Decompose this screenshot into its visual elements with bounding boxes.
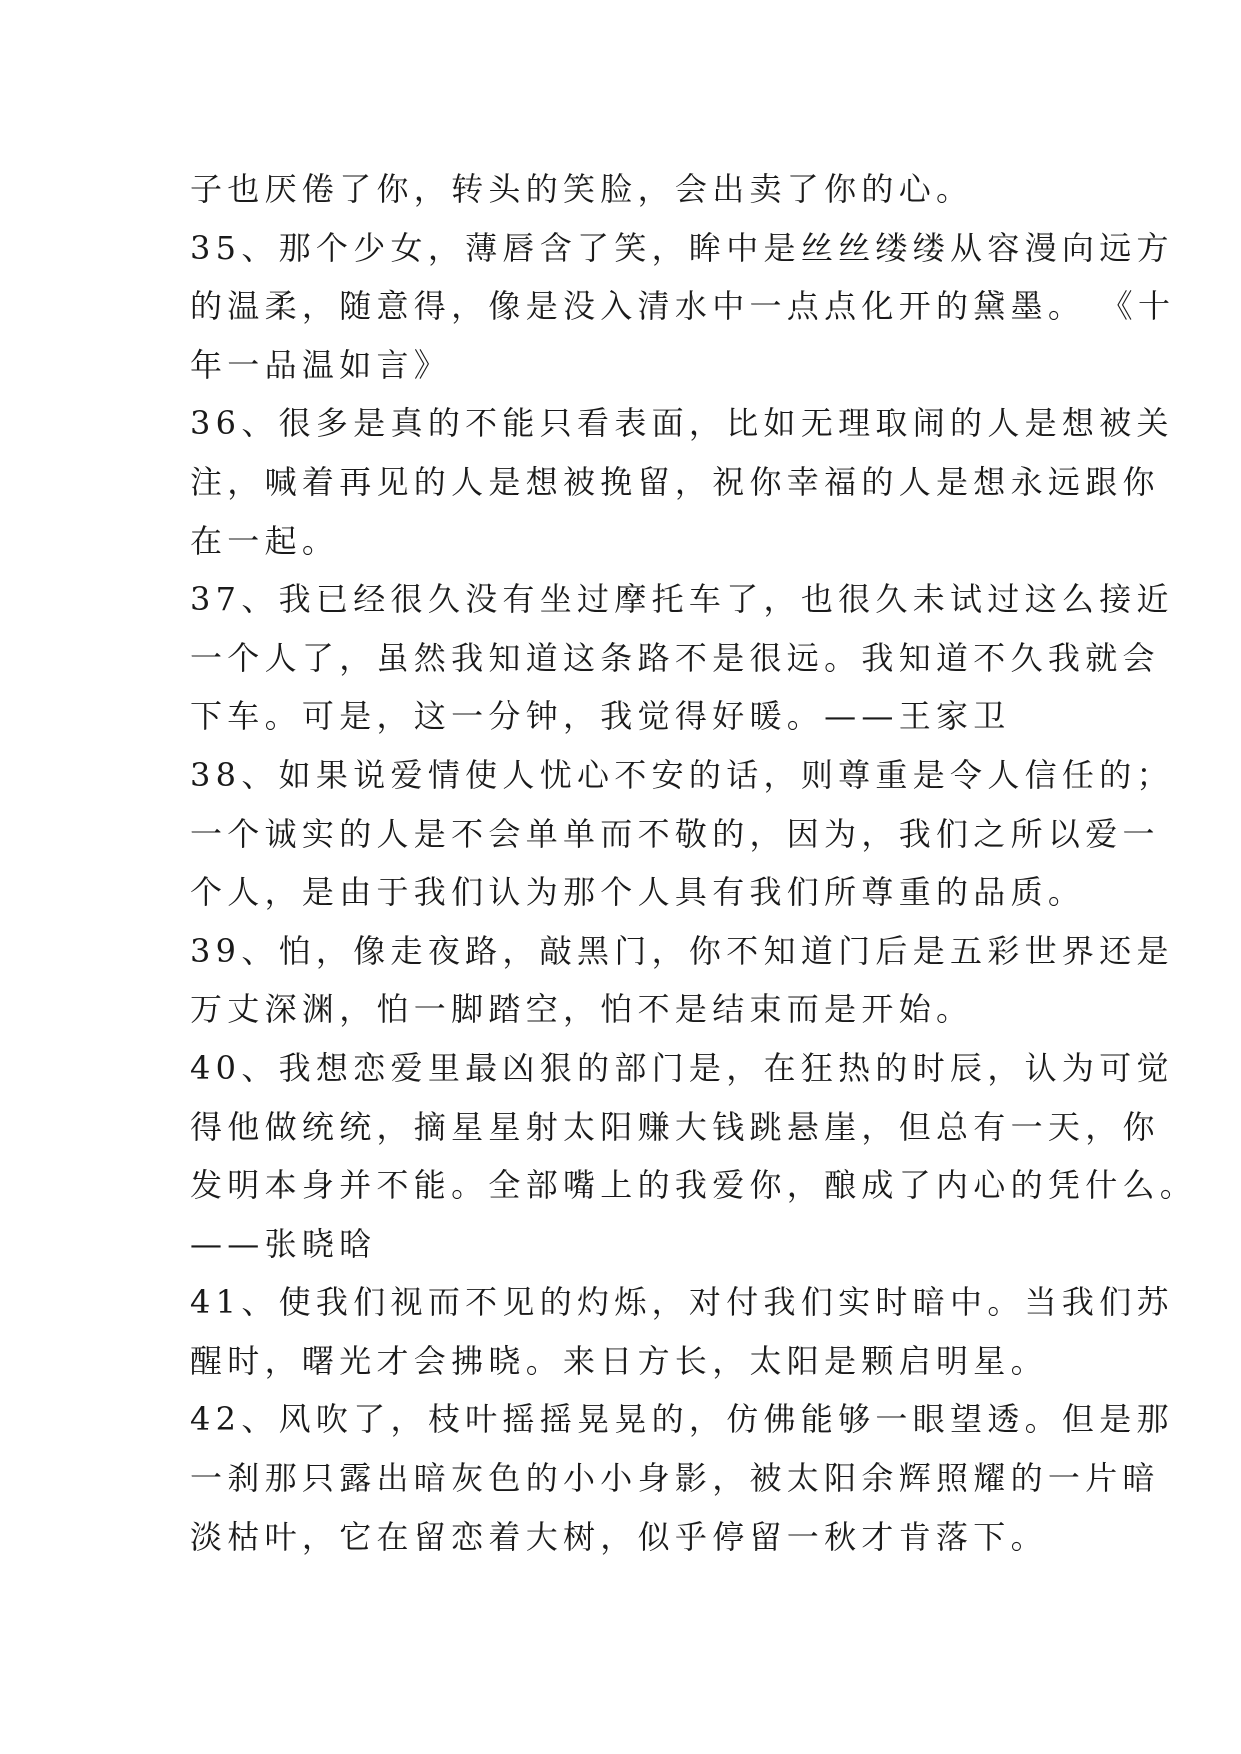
text-line: 一个人了，虽然我知道这条路不是很远。我知道不久我就会 xyxy=(190,638,1160,677)
text-line: 42、风吹了，枝叶摇摇晃晃的，仿佛能够一眼望透。但是那 xyxy=(190,1400,1174,1439)
text-body xyxy=(190,160,1198,1566)
text-line: 万丈深渊，怕一脚踏空，怕不是结束而是开始。 xyxy=(190,990,974,1029)
text-line: 36、很多是真的不能只看表面，比如无理取闹的人是想被关 xyxy=(190,404,1174,443)
text-line: 发明本身并不能。全部嘴上的我爱你，酿成了内心的凭什么。 xyxy=(190,1166,1198,1205)
text-line: 40、我想恋爱里最凶狠的部门是，在狂热的时辰，认为可觉 xyxy=(190,1048,1174,1087)
text-line: 注，喊着再见的人是想被挽留，祝你幸福的人是想永远跟你 xyxy=(190,462,1160,501)
text-line: 41、使我们视而不见的灼烁，对付我们实时暗中。当我们苏 xyxy=(190,1283,1174,1322)
text-line: 在一起。 xyxy=(190,521,340,560)
text-line: 得他做统统，摘星星射太阳赚大钱跳悬崖，但总有一天，你 xyxy=(190,1107,1160,1146)
text-line: 39、怕，像走夜路，敲黑门，你不知道门后是五彩世界还是 xyxy=(190,931,1174,970)
text-line: 淡枯叶，它在留恋着大树，似乎停留一秋才肯落下。 xyxy=(190,1517,1048,1556)
text-line: 个人，是由于我们认为那个人具有我们所尊重的品质。 xyxy=(190,873,1086,912)
text-line: 下车。可是，这一分钟，我觉得好暖。——王家卫 xyxy=(190,697,1011,736)
text-line: 35、那个少女，薄唇含了笑，眸中是丝丝缕缕从容漫向远方 xyxy=(190,228,1174,267)
text-line: 醒时，曙光才会拂晓。来日方长，太阳是颗启明星。 xyxy=(190,1341,1048,1380)
text-line: 年一品温如言》 xyxy=(190,345,452,384)
text-line: 子也厌倦了你，转头的笑脸，会出卖了你的心。 xyxy=(190,170,974,208)
text-line: 一个诚实的人是不会单单而不敬的，因为，我们之所以爱一 xyxy=(190,814,1160,853)
text-line: 37、我已经很久没有坐过摩托车了，也很久未试过这么接近 xyxy=(190,580,1174,619)
text-line: 的温柔，随意得，像是没入清水中一点点化开的黛墨。 《十 xyxy=(190,287,1176,326)
text-line: 38、如果说爱情使人忧心不安的话，则尊重是令人信任的； xyxy=(190,755,1174,794)
text-line: ——张晓晗 xyxy=(190,1224,377,1263)
text-line: 一刹那只露出暗灰色的小小身影，被太阳余辉照耀的一片暗 xyxy=(190,1459,1160,1498)
